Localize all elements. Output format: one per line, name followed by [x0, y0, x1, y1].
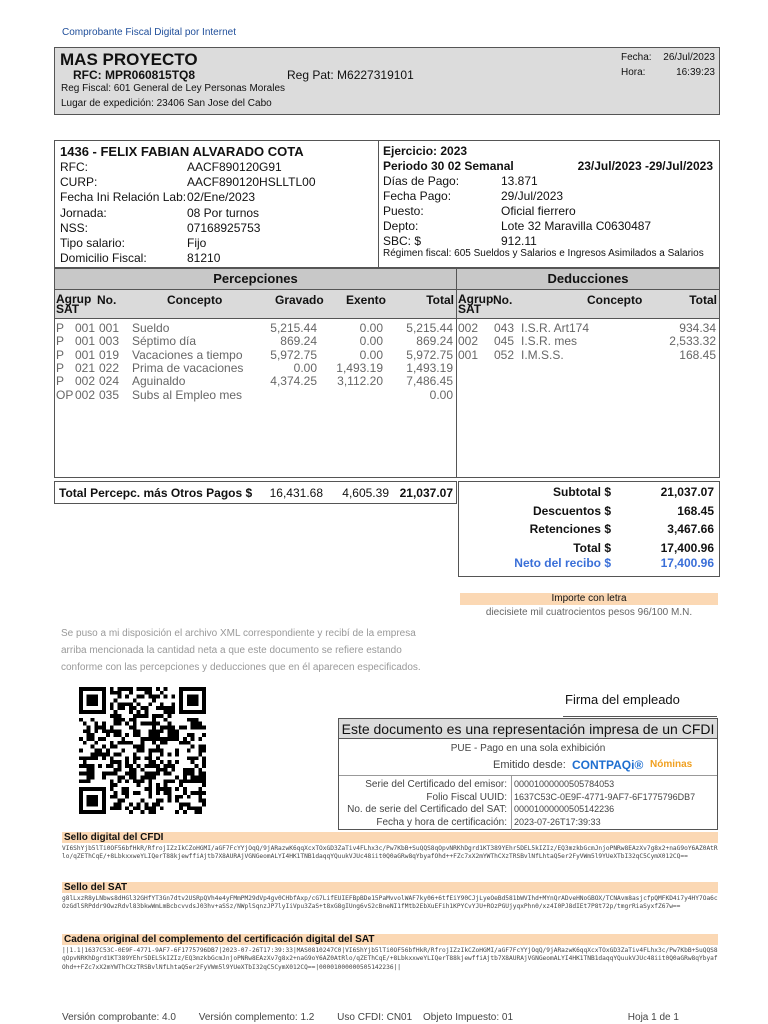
employee-field-value: 08 Por turnos	[187, 205, 260, 220]
sello-sat-text: g8lLxzR8yLNbws8dHGl32GHfYT3Gn7dtv2USRpQVh4e4yFMmPM29dVp4gv0CHbfAxp/cG7LifEUIEFBpBDe15PaMvvolWAF7ky06+6tfEiY90CJjLyeOeBd581bWVIhd+MYnQrADveHNoGBOX/TCNAvm8asjcfpQMFKD4i7y4HY7Oa6cOzGdlSRPddr9OwzRdvl83bkwWmLmBcbcvvdsJ03hv+aSSz/NWplSqnzJP7lyIiVpu3ZaS+t8xG8gIUng6vS2cBneNI1fMtb2EbXuEFih1KPYCvYJU+ROzPGUjyqxPhn0/xz4I0PJ8dIEt7P8t72p/tmgrRiaSyxfZ67w==	[62, 895, 718, 911]
employee-field-value: Lote 32 Maravilla C0630487	[501, 219, 652, 233]
employee-field-label: RFC:	[60, 160, 88, 174]
footer	[62, 1012, 679, 1023]
deducciones-title: Deducciones	[457, 269, 719, 289]
emitido-label: Emitido desde:	[493, 759, 566, 771]
fecha-value: 26/Jul/2023	[663, 52, 715, 63]
disposicion-line: arriba mencionada la cantidad neta a que este documento se refiere estando	[61, 645, 402, 656]
cadena-label: Cadena original del complemento del certificación digital del SAT	[62, 934, 718, 945]
fecha-label: Fecha:	[621, 52, 652, 63]
ded-sat: 002	[458, 321, 479, 335]
totals-row	[54, 481, 457, 504]
cfdi-field-value: 00001000000505784053	[514, 779, 615, 789]
employee-field-label: CURP:	[60, 175, 98, 190]
perc-exento: 1,493.19	[336, 360, 383, 375]
neto-value: 17,400.96	[660, 556, 714, 570]
footer-objeto: Objeto Impuesto: 01	[422, 1012, 514, 1023]
cfdi-col-divider	[511, 775, 512, 830]
ded-concepto: I.M.S.S.	[521, 347, 564, 362]
totals-gravado: 16,431.68	[269, 486, 323, 500]
pue-text: PUE - Pago en una sola exhibición	[450, 743, 606, 754]
perc-concepto-header: Concepto	[167, 293, 223, 307]
regimen-fiscal: Régimen fiscal: 605 Sueldos y Salarios e Ingresos Asimilados a Salarios	[383, 248, 704, 259]
perc-total: 7,486.45	[406, 374, 453, 389]
perc-agrup: P	[56, 334, 65, 349]
cfdi-field-label: Fecha y hora de certificación:	[376, 816, 507, 828]
ded-sat: 001	[458, 347, 479, 362]
ejercicio: Ejercicio: 2023	[383, 144, 468, 158]
cfdi-field-value: 00001000000505142236	[514, 804, 615, 814]
perc-agrup: OP	[56, 387, 74, 402]
perc-gravado: 5,972.75	[270, 347, 317, 362]
summary-label: Subtotal $	[552, 485, 611, 499]
contpaqi-logo: CONTPAQi®	[572, 758, 644, 772]
issuer-rfc: RFC: MPR060815TQ8	[73, 68, 196, 82]
perc-no-header: No.	[97, 293, 117, 307]
qr-code	[79, 687, 206, 814]
hora-label: Hora:	[621, 67, 646, 78]
footer-version: Versión comprobante: 4.0	[62, 1012, 176, 1023]
totals-total: 21,037.07	[399, 486, 453, 500]
cfdi-title: Este documento es una representación impresa de un CFDI	[339, 719, 717, 739]
ded-total: 934.34	[679, 321, 716, 335]
employee-field-value: 07168925753	[187, 220, 261, 235]
perc-no: 035	[99, 387, 120, 402]
perc-sat: 001	[75, 334, 96, 349]
cfdi-box	[338, 718, 718, 830]
perc-concepto: Séptimo día	[132, 334, 197, 349]
perc-concepto: Vacaciones a tiempo	[132, 347, 243, 362]
summary-label: Total $	[573, 540, 611, 555]
reg-pat: Reg Pat: M6227319101	[287, 68, 414, 82]
employee-field-value: 81210	[187, 251, 221, 266]
employee-field-label: Días de Pago:	[383, 174, 460, 188]
periodo: Periodo 30 02 Semanal	[383, 159, 514, 173]
perc-sat-header: SAT	[56, 302, 80, 316]
percepciones-header	[55, 289, 456, 319]
employee-field-value: 912.11	[501, 234, 537, 248]
document-type-label: Comprobante Fiscal Digital por Internet	[62, 27, 236, 38]
perc-no: 001	[99, 321, 120, 335]
perc-total-header: Total	[426, 293, 454, 307]
summary-value: 3,467.66	[667, 522, 714, 536]
importe-letra: diecisiete mil cuatrocientos pesos 96/100 M.N.	[485, 607, 693, 618]
sello-cfdi-label: Sello digital del CFDI	[62, 832, 718, 843]
nominas-logo: Nóminas	[650, 759, 693, 770]
lugar-expedicion: Lugar de expedición: 23406 San Jose del Cabo	[61, 98, 272, 109]
cadena-text: ||1.1|1637C53C-0E9F-4771-9AF7-6F1775796DB7|2023-07-26T17:39:33|MAS0810247C0|VI6ShYjb5lTi0OF56bfHkR/RfrojIZzIkCZoHGMI/aGF7FcYYjOqQ/9jARazwK6qqXcxTOxGD3ZaTiv4FLhx3c/Pw7KbB+SuQQS8qOpvNRKhDgrd1KT389YEhr5DEL5kIZIz/EQ3mzkbGcmJnjoPNRw8EAzXv7g8x2+naG9oY6AZ0AtRlo/qZEThCqE/+8LbkxxweYLIQerT88kjewffiAjtb7X8AURAjVGNGeomALYI4HK1TNB1daqqYQuukVJUc48iit0Q0aGRw8qYbyafOhd++FZc7xX2mYWThCXzTRSBvlNfLhtaQ5er2FyVWm5l9YUeXTbI32qC5CymX012CQ==|00001000000505142236||	[62, 947, 718, 971]
footer-hoja: Hoja 1 de 1	[627, 1012, 679, 1023]
perc-concepto: Subs al Empleo mes	[132, 387, 243, 402]
footer-uso: Uso CFDI: CN01	[337, 1012, 413, 1023]
employee-field-label: Jornada:	[60, 205, 107, 220]
sello-sat-label: Sello del SAT	[62, 882, 718, 893]
sello-cfdi-text: VI6ShYjb5lTi0OF56bfHkR/RfrojIZzIkCZoHGMI/aGF7FcYYjOqQ/9jARazwK6qqXcxTOxGD3ZaTiv4FLhx3c/Pw7KbB+SuQQS8qOpvNRKhDgrd1KT389YEhr5DEL5kIZIz/EQ3mzkbGcmJnjoPNRw8EAzXv7g8x2+naG9oY6AZ0AtRlo/qZEThCqE/+8LbkxxweYLIQerT88kjewffiAjtb7X8AURAjVGNGeomALYI4HK1TNB1daqqYQuukVJUc48iit0Q0aGRw8qYbyafOhd++FZc7xX2mYWThCXzTRSBvlNfLhtaQ5er2FyVWm5l9YUeXTbI32qC5CymX012CQ==	[62, 845, 718, 861]
perc-no: 022	[99, 360, 120, 375]
employee-field-label: Fecha Pago:	[383, 189, 452, 203]
summary-label: Descuentos $	[532, 503, 611, 518]
perc-agrup: P	[56, 321, 65, 335]
employee-divider	[378, 141, 379, 267]
perc-agrup-header: Agrup	[56, 292, 92, 306]
deducciones-header	[457, 289, 719, 319]
employee-field-label: Tipo salario:	[60, 236, 125, 250]
perc-total: 1,493.19	[406, 360, 453, 375]
employee-field-value: 02/Ene/2023	[187, 190, 256, 205]
perc-agrup: P	[56, 360, 65, 375]
hora-value: 16:39:23	[676, 67, 715, 78]
importe-label: Importe con letra	[460, 593, 718, 605]
perc-sat: 021	[75, 360, 96, 375]
perc-total: 869.24	[416, 334, 453, 349]
summary-value: 168.45	[677, 503, 714, 518]
cfdi-field-label: No. de serie del Certificado del SAT:	[347, 804, 507, 815]
company-name: MAS PROYECTO	[60, 50, 198, 69]
periodo-fechas: 23/Jul/2023 -29/Jul/2023	[577, 159, 713, 173]
table-divider	[456, 269, 457, 477]
cfdi-divider	[339, 775, 717, 776]
reg-fiscal: Reg Fiscal: 601 General de Ley Personas Morales	[61, 83, 286, 94]
percepciones-title: Percepciones	[55, 269, 456, 289]
perc-total: 0.00	[429, 387, 453, 402]
summary-value: 21,037.07	[660, 485, 714, 499]
perc-no: 024	[99, 374, 120, 389]
employee-field-label: SBC: $	[383, 234, 422, 248]
perc-total: 5,972.75	[406, 347, 453, 362]
ded-concepto-header: Concepto	[587, 293, 643, 307]
ded-no: 043	[494, 321, 515, 335]
ded-no: 052	[494, 347, 515, 362]
perc-concepto: Aguinaldo	[132, 374, 186, 389]
footer-complemento: Versión complemento: 1.2	[198, 1012, 315, 1023]
perc-total: 5,215.44	[406, 321, 453, 335]
disposicion-line: Se puso a mi disposición el archivo XML correspondiente y recibí de la empresa	[61, 628, 416, 639]
employee-field-value: Fijo	[187, 236, 207, 250]
employee-field-value: AACF890120G91	[187, 160, 282, 174]
employee-field-label: Depto:	[383, 219, 419, 233]
perc-concepto: Sueldo	[132, 321, 170, 335]
ded-concepto: I.S.R. Art174	[521, 321, 590, 335]
summary-label: Retenciones $	[529, 522, 611, 536]
perc-concepto: Prima de vacaciones	[132, 360, 244, 375]
employee-name: 1436 - FELIX FABIAN ALVARADO COTA	[60, 144, 304, 159]
employee-box	[54, 140, 720, 268]
perc-gravado-header: Gravado	[275, 293, 324, 307]
summary-box	[458, 481, 720, 577]
employee-field-label: NSS:	[60, 220, 89, 235]
ded-no-header: No.	[493, 293, 513, 307]
totals-label: Total Percepc. más Otros Pagos $	[59, 486, 253, 500]
detail-table	[54, 268, 720, 478]
employee-field-label: Puesto:	[383, 204, 424, 218]
perc-gravado: 0.00	[293, 360, 317, 375]
cfdi-field-value: 1637C53C-0E9F-4771-9AF7-6F1775796DB7	[514, 791, 696, 802]
perc-no: 003	[99, 334, 120, 349]
ded-total: 2,533.32	[669, 334, 716, 349]
ded-total: 168.45	[679, 347, 716, 362]
perc-gravado: 5,215.44	[270, 321, 317, 335]
ded-sat: 002	[458, 334, 479, 349]
neto-label: Neto del recibo $	[514, 556, 611, 570]
perc-exento: 0.00	[359, 347, 383, 362]
perc-exento: 0.00	[359, 334, 383, 349]
employee-field-label: Domicilio Fiscal:	[60, 251, 147, 266]
perc-agrup: P	[56, 374, 65, 389]
perc-sat: 001	[75, 321, 96, 335]
totals-exento: 4,605.39	[342, 486, 389, 500]
cfdi-field-label: Serie del Certificado del emisor:	[365, 779, 507, 790]
perc-sat: 001	[75, 347, 96, 362]
ded-sat-header: SAT	[458, 302, 482, 316]
firma-line	[563, 716, 717, 717]
perc-exento: 3,112.20	[337, 374, 383, 389]
ded-total-header: Total	[689, 293, 717, 307]
cfdi-field-value: 2023-07-26T17:39:33	[514, 816, 601, 827]
perc-exento: 0.00	[359, 321, 383, 335]
firma-label: Firma del empleado	[565, 692, 680, 707]
perc-gravado: 869.24	[280, 334, 317, 349]
perc-sat: 002	[75, 387, 96, 402]
perc-gravado: 4,374.25	[270, 374, 317, 389]
employee-field-value: 29/Jul/2023	[501, 189, 564, 203]
disposicion-line: conforme con las percepciones y deducciones que en él aparecen especificados.	[61, 662, 421, 673]
perc-no: 019	[99, 347, 120, 362]
disposicion-text	[61, 625, 441, 676]
perc-sat: 002	[75, 374, 96, 389]
ded-agrup-header: Agrup	[458, 292, 494, 306]
ded-concepto: I.S.R. mes	[521, 334, 578, 349]
issuer-header	[54, 47, 720, 115]
ded-no: 045	[494, 334, 515, 349]
summary-value: 17,400.96	[660, 540, 714, 555]
employee-field-value: 13.871	[501, 174, 538, 188]
perc-exento-header: Exento	[346, 293, 387, 307]
employee-field-value: Oficial fierrero	[501, 204, 576, 218]
perc-agrup: P	[56, 347, 65, 362]
employee-field-label: Fecha Ini Relación Lab:	[60, 190, 187, 205]
employee-field-value: AACF890120HSLLTL00	[187, 175, 316, 190]
cfdi-field-label: Folio Fiscal UUID:	[426, 791, 507, 803]
